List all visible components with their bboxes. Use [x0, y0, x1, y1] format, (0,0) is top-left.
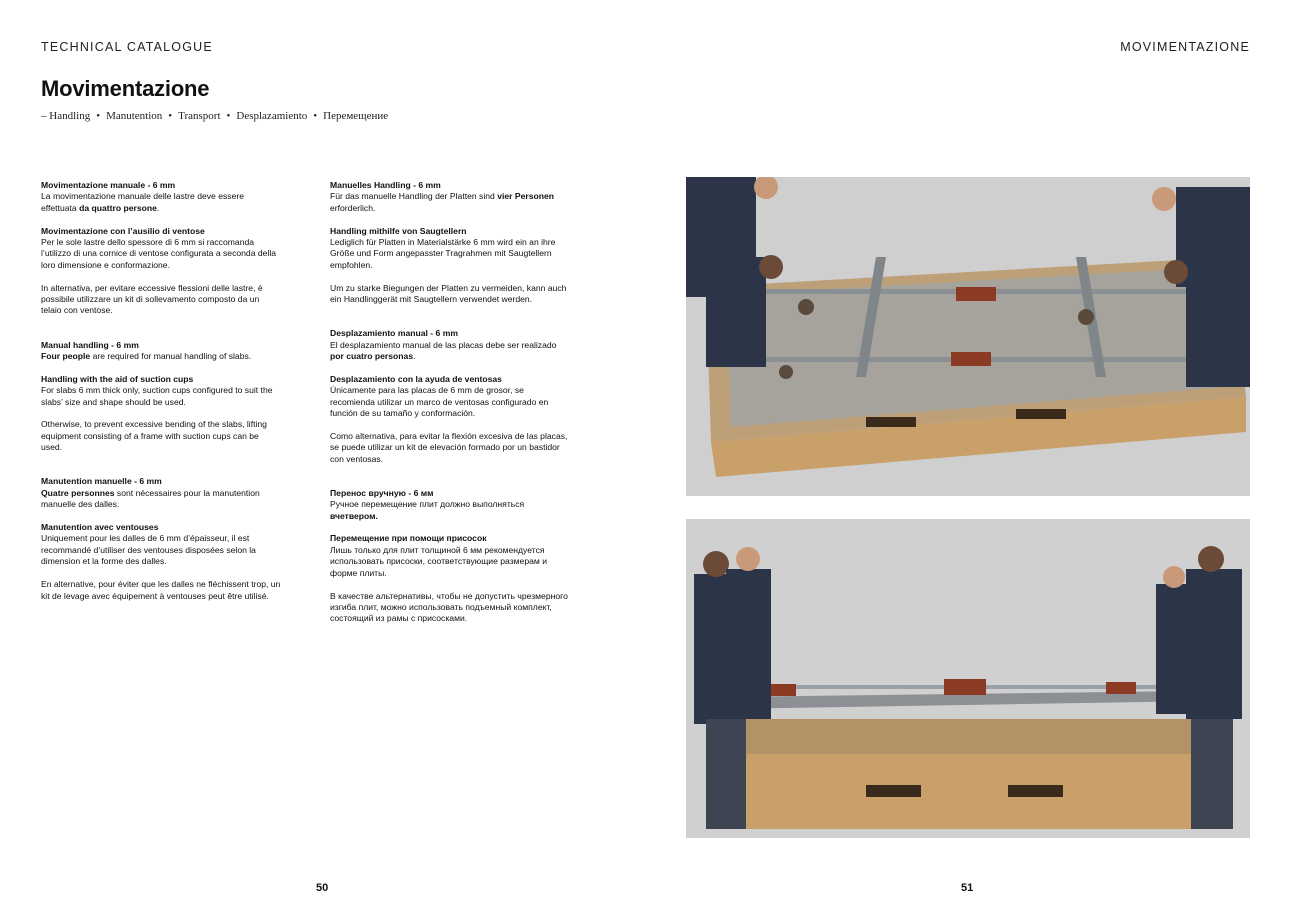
it-suction-section — [41, 226, 281, 272]
en-manual-heading: Manual handling - 6 mm — [41, 339, 139, 350]
en-alt-text: Otherwise, to prevent excessive bending of the slabs, lifting equipment consisting of a frame with suction cups can be used. — [41, 419, 267, 453]
ru-suction-text: Лишь только для плит толщиной 6 мм рекомендуется использовать присоски, соответствующие размерам и форме плиты. — [330, 544, 547, 578]
ru-suction-heading: Перемещение при помощи присосок — [330, 533, 487, 544]
subtitle-bullet: • — [226, 110, 231, 122]
de-manual-section — [330, 180, 570, 214]
running-header-left: TECHNICAL CATALOGUE — [41, 40, 213, 54]
en-suction-text: For slabs 6 mm thick only, suction cups configured to suit the slabs’ size and shape should be used. — [41, 385, 273, 407]
fr-alt-section — [41, 579, 281, 602]
text-column-left — [41, 180, 281, 613]
fr-suction-text: Uniquement pour les dalles de 6 mm d’épaisseur, il est recommandé d’utiliser des ventouses disposées selon la dimension et la forme des dalles. — [41, 533, 256, 567]
subtitle-item: – Handling — [41, 110, 91, 122]
de-suction-section — [330, 226, 570, 272]
it-manual-text: La movimentazione manuale delle lastre deve essere effettuata da quattro persone. — [41, 191, 245, 213]
photo-icon — [686, 177, 1250, 496]
de-alt-section — [330, 283, 570, 306]
page-number-left: 50 — [316, 882, 329, 894]
de-manual-heading: Manuelles Handling - 6 mm — [330, 180, 441, 190]
running-header-right: MOVIMENTAZIONE — [1120, 40, 1250, 54]
it-manual-section — [41, 180, 281, 214]
it-suction-heading: Movimentazione con l’ausilio di ventose — [41, 225, 205, 236]
es-alt-text: Como alternativa, para evitar la flexión excesiva de las placas, se puede utilizar un kit de elevación formado por un bastidor con ventosas. — [330, 430, 568, 464]
subtitle-bullet: • — [96, 110, 101, 122]
en-alt-section — [41, 419, 281, 453]
fr-suction-heading: Manutention avec ventouses — [41, 522, 159, 533]
fr-manual-section — [41, 476, 281, 510]
en-suction-heading: Handling with the aid of suction cups — [41, 373, 194, 384]
subtitle-item: Manutention — [106, 110, 163, 122]
en-manual-section — [41, 340, 281, 363]
ru-manual-text: Ручное перемещение плит должно выполняться вчетвером. — [330, 499, 525, 521]
fr-manual-text: Quatre personnes sont nécessaires pour la manutention manuelle des dalles. — [41, 487, 260, 510]
es-manual-text: El desplazamiento manual de las placas debe ser realizado por cuatro personas. — [330, 339, 557, 362]
ru-alt-section — [330, 591, 570, 625]
photo-four-people-lifting — [686, 519, 1250, 838]
page-number-right: 51 — [961, 882, 974, 894]
it-alt-text: In alternativa, per evitare eccessive flessioni delle lastre, è possibile utilizzare un kit di sollevamento composto da un telaio con ventose. — [41, 282, 263, 316]
fr-suction-section — [41, 522, 281, 568]
en-manual-text: Four people are required for manual handling of slabs. — [41, 351, 252, 362]
en-suction-section — [41, 374, 281, 408]
de-suction-text: Lediglich für Platten in Materialstärke 6 mm wird ein an ihre Größe und Form angepasster Tragrahmen mit Saugtellern empfohlen. — [330, 237, 556, 270]
es-alt-section — [330, 431, 570, 465]
de-manual-text: Für das manuelle Handling der Platten sind vier Personen erforderlich. — [330, 191, 555, 213]
de-suction-heading: Handling mithilfe von Saugtellern — [330, 225, 467, 236]
text-column-right — [330, 180, 570, 636]
subtitle-item: Перемещение — [323, 110, 389, 122]
de-alt-text: Um zu starke Biegungen der Platten zu vermeiden, kann auch ein Handlinggerät mit Saugtellern verwendet werden. — [330, 282, 567, 305]
it-manual-heading: Movimentazione manuale - 6 mm — [41, 180, 176, 190]
es-manual-section — [330, 328, 570, 362]
es-suction-heading: Desplazamiento con la ayuda de ventosas — [330, 373, 502, 384]
es-suction-text: Únicamente para las placas de 6 mm de grosor, se recomienda utilizar un marco de ventosas configurado en función de su tamaño y conformación. — [330, 385, 549, 419]
ru-alt-text: В качестве альтернативы, чтобы не допустить чрезмерного изгиба плит, можно использовать подъемный комплект, состоящий из рамы с присосками. — [330, 590, 568, 624]
subtitle-item: Desplazamiento — [236, 110, 308, 122]
subtitle-item: Transport — [178, 110, 221, 122]
es-suction-section — [330, 374, 570, 420]
ru-suction-section — [330, 533, 570, 579]
it-suction-text: Per le sole lastre dello spessore di 6 mm si raccomanda l’utilizzo di una cornice di ventose configurata a seconda della loro dimensione e conformazione. — [41, 237, 277, 270]
subtitle-bullet: • — [168, 110, 173, 122]
ru-manual-section — [330, 488, 570, 522]
page-subtitle — [41, 110, 388, 122]
es-manual-heading: Desplazamiento manual - 6 mm — [330, 328, 458, 339]
page-title: Movimentazione — [41, 76, 210, 101]
photo-suction-frame-top-view — [686, 177, 1250, 496]
fr-manual-heading: Manutention manuelle - 6 mm — [41, 476, 162, 487]
ru-manual-heading: Перенос вручную - 6 мм — [330, 487, 434, 498]
subtitle-bullet: • — [313, 110, 318, 122]
fr-alt-text: En alternative, pour éviter que les dalles ne fléchissent trop, un kit de levage avec équipement à ventouses peut être utilisé. — [41, 579, 281, 601]
it-alt-section — [41, 283, 281, 317]
photo-icon — [686, 519, 1250, 838]
